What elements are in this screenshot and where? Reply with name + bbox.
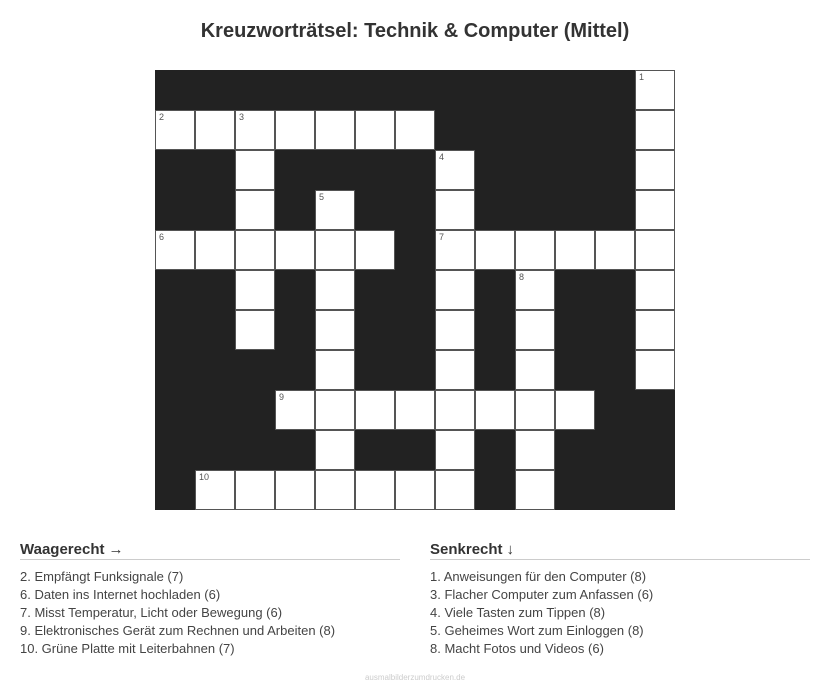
black-square [155, 190, 195, 230]
grid-cell[interactable] [635, 350, 675, 390]
grid-cell[interactable] [515, 350, 555, 390]
grid-cell[interactable] [435, 310, 475, 350]
grid-cell[interactable] [635, 310, 675, 350]
black-square [275, 310, 315, 350]
down-clue-list [430, 568, 810, 658]
black-square [155, 270, 195, 310]
black-square [355, 350, 395, 390]
grid-cell[interactable] [235, 470, 275, 510]
black-square [395, 70, 435, 110]
grid-cell[interactable] [195, 110, 235, 150]
across-clues [20, 541, 400, 658]
black-square [355, 310, 395, 350]
grid-cell[interactable] [195, 230, 235, 270]
black-square [195, 70, 235, 110]
grid-cell[interactable] [235, 230, 275, 270]
clue-item: 5. Geheimes Wort zum Einloggen (8) [430, 623, 644, 638]
black-square [355, 70, 395, 110]
black-square [275, 150, 315, 190]
grid-cell[interactable] [315, 270, 355, 310]
black-square [235, 390, 275, 430]
grid-cell[interactable] [315, 230, 355, 270]
black-square [355, 430, 395, 470]
grid-cell[interactable] [155, 230, 195, 270]
clue-item: 1. Anweisungen für den Computer (8) [430, 569, 647, 584]
clue-number: 8 [519, 272, 525, 282]
across-clue-list [20, 568, 400, 658]
clue-item: 6. Daten ins Internet hochladen (6) [20, 587, 221, 602]
grid-cell[interactable] [235, 310, 275, 350]
black-square [395, 230, 435, 270]
black-square [195, 350, 235, 390]
page-title: Kreuzworträtsel: Technik & Computer (Mittel) [200, 20, 630, 42]
clue-number: 4 [439, 152, 445, 162]
grid-cell[interactable] [275, 390, 315, 430]
clue-number: 3 [239, 112, 245, 122]
grid-cell[interactable] [635, 110, 675, 150]
black-square [595, 310, 635, 350]
black-square [475, 350, 515, 390]
black-square [515, 150, 555, 190]
black-square [195, 150, 235, 190]
black-square [595, 110, 635, 150]
black-square [595, 470, 635, 510]
grid-cell[interactable] [515, 230, 555, 270]
grid-cell[interactable] [355, 110, 395, 150]
black-square [475, 270, 515, 310]
grid-cell[interactable] [235, 270, 275, 310]
black-square [275, 190, 315, 230]
grid-cell[interactable] [435, 190, 475, 230]
black-square [595, 150, 635, 190]
black-square [355, 150, 395, 190]
clue-number: 10 [199, 472, 210, 482]
grid-cell[interactable] [635, 190, 675, 230]
grid-cell[interactable] [315, 190, 355, 230]
grid-cell[interactable] [555, 390, 595, 430]
black-square [555, 270, 595, 310]
grid-cell[interactable] [435, 230, 475, 270]
clue-number: 2 [159, 112, 165, 122]
grid-cell[interactable] [275, 470, 315, 510]
grid-cell[interactable] [595, 230, 635, 270]
black-square [635, 470, 675, 510]
black-square [595, 430, 635, 470]
grid-cell[interactable] [315, 390, 355, 430]
black-square [555, 150, 595, 190]
black-square [555, 110, 595, 150]
grid-cell[interactable] [515, 470, 555, 510]
black-square [595, 190, 635, 230]
black-square [195, 310, 235, 350]
grid-cell[interactable] [475, 230, 515, 270]
black-square [475, 150, 515, 190]
black-square [435, 110, 475, 150]
grid-cell[interactable] [435, 430, 475, 470]
clue-number: 7 [439, 232, 445, 242]
black-square [235, 350, 275, 390]
black-square [155, 70, 195, 110]
black-square [315, 150, 355, 190]
black-square [155, 310, 195, 350]
black-square [355, 270, 395, 310]
grid-cell[interactable] [235, 110, 275, 150]
black-square [275, 430, 315, 470]
grid-cell[interactable] [315, 470, 355, 510]
grid-cell[interactable] [515, 390, 555, 430]
grid-cell[interactable] [475, 390, 515, 430]
grid-cell[interactable] [555, 230, 595, 270]
black-square [195, 270, 235, 310]
clue-number: 9 [279, 392, 285, 402]
grid-cell[interactable] [395, 470, 435, 510]
across-heading [20, 541, 400, 560]
black-square [475, 110, 515, 150]
grid-cell[interactable] [315, 430, 355, 470]
clue-number: 6 [159, 232, 165, 242]
grid-cell[interactable] [435, 390, 475, 430]
black-square [555, 310, 595, 350]
black-square [395, 430, 435, 470]
grid-cell[interactable] [635, 270, 675, 310]
black-square [475, 470, 515, 510]
grid-cell[interactable] [235, 190, 275, 230]
footer-watermark: ausmalbilderzumdrucken.de [364, 673, 466, 682]
clue-item: 9. Elektronisches Gerät zum Rechnen und Arbeiten (8) [20, 623, 336, 638]
down-heading [430, 541, 810, 560]
black-square [155, 430, 195, 470]
black-square [435, 70, 475, 110]
clue-item: 10. Grüne Platte mit Leiterbahnen (7) [20, 641, 235, 656]
grid-cell[interactable] [635, 150, 675, 190]
black-square [555, 70, 595, 110]
across-heading-label: Waagerecht [20, 541, 105, 558]
grid-cell[interactable] [315, 350, 355, 390]
grid-cell[interactable] [195, 470, 235, 510]
grid-cell[interactable] [635, 70, 675, 110]
grid-cell[interactable] [515, 430, 555, 470]
black-square [515, 190, 555, 230]
black-square [475, 430, 515, 470]
crossword-grid [155, 70, 675, 510]
grid-cell[interactable] [355, 390, 395, 430]
clue-item: 8. Macht Fotos und Videos (6) [430, 641, 604, 656]
arrow-down-icon: ↓ [506, 541, 515, 558]
black-square [635, 430, 675, 470]
black-square [195, 430, 235, 470]
black-square [595, 350, 635, 390]
grid-cell[interactable] [435, 270, 475, 310]
black-square [195, 390, 235, 430]
grid-cell[interactable] [395, 390, 435, 430]
grid-cell[interactable] [275, 110, 315, 150]
grid-cell[interactable] [315, 310, 355, 350]
clue-item: 3. Flacher Computer zum Anfassen (6) [430, 587, 654, 602]
grid-cell[interactable] [435, 350, 475, 390]
black-square [275, 270, 315, 310]
black-square [395, 270, 435, 310]
black-square [595, 390, 635, 430]
black-square [195, 190, 235, 230]
black-square [315, 70, 355, 110]
black-square [555, 470, 595, 510]
clue-number: 5 [319, 192, 325, 202]
grid-cell[interactable] [635, 230, 675, 270]
black-square [155, 350, 195, 390]
grid-cell[interactable] [235, 150, 275, 190]
grid-cell[interactable] [355, 470, 395, 510]
grid-cell[interactable] [435, 150, 475, 190]
black-square [595, 270, 635, 310]
clue-item: 7. Misst Temperatur, Licht oder Bewegung (6) [20, 605, 283, 620]
black-square [395, 190, 435, 230]
grid-cell[interactable] [355, 230, 395, 270]
grid-cell[interactable] [515, 270, 555, 310]
grid-cell[interactable] [515, 310, 555, 350]
grid-cell[interactable] [155, 110, 195, 150]
black-square [595, 70, 635, 110]
grid-cell[interactable] [435, 470, 475, 510]
black-square [155, 390, 195, 430]
black-square [555, 350, 595, 390]
black-square [275, 70, 315, 110]
clue-item: 4. Viele Tasten zum Tippen (8) [430, 605, 606, 620]
grid-cell[interactable] [315, 110, 355, 150]
black-square [635, 390, 675, 430]
black-square [475, 190, 515, 230]
black-square [515, 70, 555, 110]
black-square [355, 190, 395, 230]
black-square [235, 70, 275, 110]
down-heading-label: Senkrecht [430, 541, 503, 558]
black-square [235, 430, 275, 470]
arrow-right-icon: → [108, 541, 124, 558]
black-square [475, 310, 515, 350]
black-square [395, 310, 435, 350]
black-square [275, 350, 315, 390]
black-square [395, 150, 435, 190]
down-clues [430, 541, 810, 658]
clue-number: 1 [639, 72, 645, 82]
black-square [555, 190, 595, 230]
black-square [555, 430, 595, 470]
black-square [475, 70, 515, 110]
black-square [395, 350, 435, 390]
black-square [155, 150, 195, 190]
clue-item: 2. Empfängt Funksignale (7) [20, 569, 184, 584]
grid-cell[interactable] [395, 110, 435, 150]
black-square [155, 470, 195, 510]
grid-cell[interactable] [275, 230, 315, 270]
black-square [515, 110, 555, 150]
